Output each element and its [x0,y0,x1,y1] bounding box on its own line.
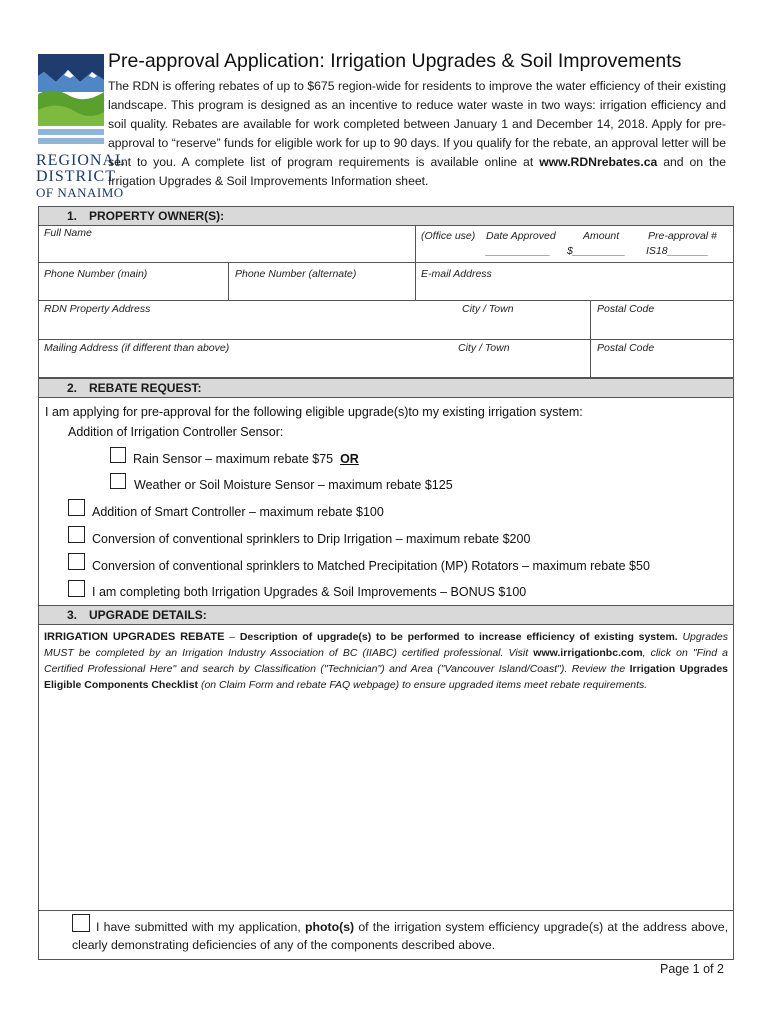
date-approved-label: Date Approved [486,230,556,242]
photo-statement [72,918,728,954]
rdn-rebates-link[interactable]: www.RDNrebates.ca [539,155,658,169]
intro-text: The RDN is offering rebates of up to $675 region-wide for residents to improve the water efficiency of their existing landscape. This program is designed as an incentive to reduce water waste in two ways: irrigation efficiency and soil quality. Rebates are available for work completed between January 1 and December 14, 2018. Apply for pre-approval to “reserve” funds for eligible work for up to 90 days. If you qualify for the rebate, an approval letter will be sent to you. A complete list of program requirements is available online at [108,79,726,169]
city-town-field-2[interactable]: City / Town [458,342,510,354]
office-use-label: (Office use) [421,230,476,242]
section1-number: 1. [67,209,78,223]
date-approved-blank: ___________ [486,245,551,257]
drip-irrigation-checkbox[interactable] [68,526,85,543]
description-text-1: Upgrades MUST be completed by an Irrigation Industry Association of BC (IIABC) certified professional. Visit [44,631,728,659]
controller-sensor-label: Addition of Irrigation Controller Sensor: [68,425,284,439]
page-number: Page 1 of 2 [660,962,724,976]
rdn-logo [34,52,106,148]
phone-main-field[interactable]: Phone Number (main) [44,268,148,280]
description-text-3: (on Claim Form and rebate FAQ webpage) to ensure upgraded items meet rebate requirements. [198,679,648,691]
upgrade-description-area[interactable] [40,650,732,908]
page-title: Pre-approval Application: Irrigation Upgrades & Soil Improvements [108,50,682,72]
logo-line-2: DISTRICT [36,168,116,185]
section2-title: REBATE REQUEST: [89,381,202,395]
bonus-checkbox[interactable] [68,580,85,597]
section2-header [38,378,734,398]
drip-irrigation-label: Conversion of conventional sprinklers to Drip Irrigation – maximum rebate $200 [92,532,531,546]
section3-header [38,605,734,625]
or-label: OR [340,452,359,466]
mailing-address-field[interactable]: Mailing Address (if different than above) [44,342,230,354]
rebate-request-intro: I am applying for pre-approval for the following eligible upgrade(s)to my existing irrigation system: [45,405,583,419]
description-bold: Description of upgrade(s) to be performed to increase efficiency of existing system. [239,631,678,643]
preapproval-number-blank: IS18_______ [646,245,709,257]
description-text-2: , click on "Find a Certified Professional Here" and search by Classification ("Technician") and Area ("Vancouver Island/Coast"). Review the [44,647,728,675]
photo-bold: photo(s) [304,920,355,934]
phone-alternate-field[interactable]: Phone Number (alternate) [235,268,357,280]
amount-label: Amount [583,230,620,242]
amount-blank: $_________ [567,245,626,257]
checklist-name: Irrigation Upgrades Eligible Components Checklist [44,663,728,691]
photo-text-2: of the irrigation system efficiency upgrade(s) at the address above, clearly demonstrating deficiencies of any of the components described above. [72,920,728,952]
postal-code-field-2[interactable]: Postal Code [597,342,655,354]
property-address-field[interactable]: RDN Property Address [44,303,151,315]
postal-code-field-1[interactable]: Postal Code [597,303,655,315]
smart-controller-label: Addition of Smart Controller – maximum rebate $100 [92,505,384,519]
dash: – [224,631,240,643]
logo-line-1: REGIONAL [36,152,126,169]
section2-number: 2. [67,381,78,395]
intro-paragraph [108,77,726,191]
section3-title: UPGRADE DETAILS: [89,608,207,622]
weather-sensor-label: Weather or Soil Moisture Sensor – maximum rebate $125 [134,478,453,492]
rain-sensor-label [133,452,359,466]
rain-sensor-checkbox[interactable] [110,447,126,463]
logo-line-3: OF NANAIMO [36,185,124,200]
email-field[interactable]: E-mail Address [421,268,492,280]
section3-number: 3. [67,608,78,622]
smart-controller-checkbox[interactable] [68,499,85,516]
intro-text-end: and on the Irrigation Upgrades & Soil Improvements Information sheet. [108,155,726,188]
weather-sensor-checkbox[interactable] [110,473,126,489]
preapproval-number-label: Pre-approval # [648,230,717,242]
photo-text-1: I have submitted with my application, [96,920,305,934]
section1-header [38,206,734,226]
rain-sensor-text: Rain Sensor – maximum rebate $75 [133,452,334,466]
mp-rotators-label: Conversion of conventional sprinklers to Matched Precipitation (MP) Rotators – maximum rebate $50 [92,559,650,573]
city-town-field-1[interactable]: City / Town [462,303,514,315]
owner-fields-frame [38,225,734,378]
full-name-field[interactable]: Full Name [44,227,92,239]
bonus-label: I am completing both Irrigation Upgrades & Soil Improvements – BONUS $100 [92,585,527,599]
irrigation-rebate-label: IRRIGATION UPGRADES REBATE [44,631,225,643]
irrigationbc-link[interactable]: www.irrigationbc.com [533,647,643,659]
mp-rotators-checkbox[interactable] [68,553,85,570]
section1-title: PROPERTY OWNER(S): [89,209,225,223]
